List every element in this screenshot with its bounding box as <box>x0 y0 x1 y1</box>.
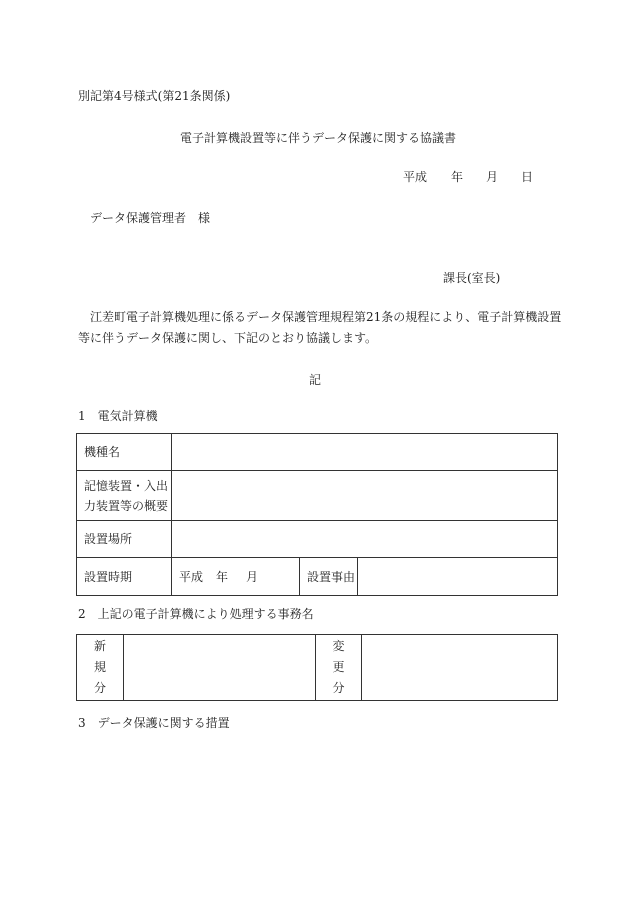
task-table <box>76 634 558 701</box>
table-row <box>77 558 558 596</box>
computer-table <box>76 433 558 596</box>
label-new-char: 新 <box>93 639 106 653</box>
body-text-line2: 等に伴うデータ保護に関し、下記のとおり協議します。 <box>78 331 378 345</box>
period-era: 平成 <box>179 569 204 584</box>
reason-input[interactable] <box>358 558 558 596</box>
body-text-line1: 江差町電子計算機処理に係るデータ保護管理規程第21条の規程により、電子計算機設置 <box>90 310 562 324</box>
label-storage <box>77 471 172 521</box>
table-row <box>77 471 558 521</box>
label-change-char: 更 <box>332 660 345 674</box>
period-month-unit: 月 <box>246 569 259 584</box>
label-period: 設置時期 <box>77 558 172 596</box>
label-location: 設置場所 <box>77 521 172 558</box>
label-model: 機種名 <box>77 434 172 471</box>
new-task-input[interactable] <box>124 635 316 701</box>
ki-label: 記 <box>309 373 322 387</box>
form-label: 別記第4号様式(第21条関係) <box>78 89 231 103</box>
label-change <box>316 635 362 701</box>
location-input[interactable] <box>172 521 558 558</box>
label-change-char: 変 <box>332 639 345 653</box>
date-month-unit: 月 <box>486 170 499 184</box>
label-new <box>77 635 124 701</box>
section3-heading: 3 データ保護に関する措置 <box>78 716 230 730</box>
date-era: 平成 <box>403 170 428 184</box>
table-row <box>77 635 558 701</box>
section2-heading: 2 上記の電子計算機により処理する事務名 <box>78 607 314 621</box>
label-storage-line2: 力装置等の概要 <box>84 498 169 513</box>
table-row <box>77 521 558 558</box>
label-new-char: 規 <box>93 660 106 674</box>
addressee: データ保護管理者 様 <box>90 211 211 225</box>
label-reason: 設置事由 <box>300 558 358 596</box>
table-row <box>77 434 558 471</box>
label-change-char: 分 <box>332 681 345 695</box>
date-year-unit: 年 <box>451 170 464 184</box>
sender-title: 課長(室長) <box>443 271 501 285</box>
section1-heading: 1 電気計算機 <box>78 409 158 423</box>
date-day-unit: 日 <box>521 170 534 184</box>
model-input[interactable] <box>172 434 558 471</box>
label-new-char: 分 <box>93 681 106 695</box>
document-title: 電子計算機設置等に伴うデータ保護に関する協議書 <box>180 131 457 145</box>
period-input[interactable] <box>172 558 300 596</box>
storage-input[interactable] <box>172 471 558 521</box>
label-storage-line1: 記憶装置・入出 <box>84 478 169 493</box>
period-year-unit: 年 <box>216 569 229 584</box>
change-task-input[interactable] <box>362 635 558 701</box>
